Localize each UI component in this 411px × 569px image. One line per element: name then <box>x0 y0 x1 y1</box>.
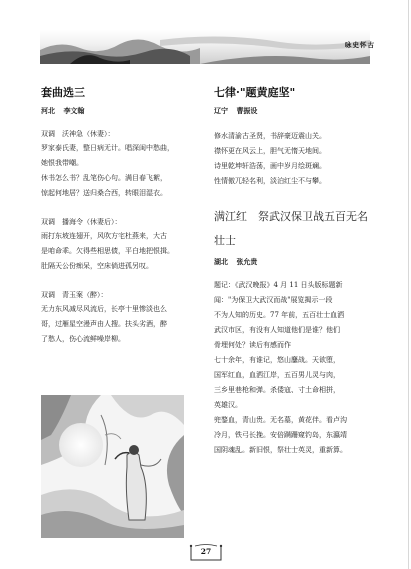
author-region: 湖北 <box>214 257 228 266</box>
verse-line: 休书怎么书？乱笔伤心句。满目春飞絮， <box>41 174 167 182</box>
author-line <box>41 106 209 115</box>
verse-line: 修水清渝古圣贤，书辞豪迈震山关。 <box>214 132 326 140</box>
verse-line: 国阴魂乱。新旧恨，祭壮士英灵，重新算。 <box>214 446 347 454</box>
left-column <box>41 86 209 347</box>
poem-title <box>214 207 374 251</box>
preface <box>214 278 374 353</box>
section-label: 双调 青玉案（醉）： <box>41 291 108 299</box>
author-line <box>214 257 374 266</box>
verse-line: 无力东风减尽风流后，长亭十里惨淡也么 <box>41 305 167 313</box>
poem-body <box>214 353 374 458</box>
section-title: 咏史怀古 <box>345 41 375 49</box>
verse-line: 是咱命乖。欠得些相思债，平白地把恨揖。 <box>41 247 174 255</box>
verse-line: 七十余年，有谁记，悠山鏖战。天欲堕， <box>214 356 340 364</box>
author-region: 辽宁 <box>214 106 228 115</box>
poem-title-line: 壮士 <box>214 234 236 247</box>
author-region: 河北 <box>41 106 55 115</box>
section-label: 双调 播海令（休妻后）： <box>41 218 122 226</box>
author-name: 李文翰 <box>63 106 85 115</box>
preface-line: 不为人知的历史。77 年前，五百壮士血洒 <box>214 311 345 319</box>
verse-line: 襟怀更在风云上，胆气无惰天地间。 <box>214 147 326 155</box>
verse-line: 雨打东坡连翅开，风吹方宅杜燕来，大古 <box>41 232 167 240</box>
verse-line: 她恨我带嘲。 <box>41 159 83 167</box>
page-number-ornament <box>187 544 225 562</box>
verse-line: 冷月，铁弓长挽。安倍蹒跚窥钓岛，东瀛靖 <box>214 431 347 439</box>
section-label: 双调 沃神急（休妻）： <box>41 130 115 138</box>
author-name: 曹振设 <box>236 106 258 115</box>
author-line <box>214 106 374 115</box>
poem-title: 七律·"题黄庭坚" <box>214 86 296 99</box>
verse-line: 肚隔天公份痴呆，空床倘进孤另叹。 <box>41 262 153 270</box>
verse-line: 性情傲兀轻名利，淡泊红尘不与攀。 <box>214 177 326 185</box>
preface-line: 武汉市区，有没有人知道他们是谁？他们 <box>214 326 340 334</box>
verse-line: 了愁人，伤心流鲜噪岸柳。 <box>41 335 125 343</box>
preface-line: 骨埋何处？读后有感而作 <box>214 341 291 349</box>
verse-line: 哥，过雁星空漫声由人搜。扶头劣酒，醉 <box>41 320 167 328</box>
ink-painting-illustration <box>41 395 184 538</box>
right-column <box>214 86 374 458</box>
verse-line: 三乡里巷枪和弹。杀倭寇、寸土命相拼， <box>214 386 340 394</box>
verse-line: 诗里乾坤轩浩荡，画中岁月绘斑斓。 <box>214 162 326 170</box>
author-name: 张允贵 <box>236 257 258 266</box>
preface-line: 题记：《武汉晚报》4 月 11 日头版标题新 <box>214 281 343 289</box>
page-number: 27 <box>200 547 212 556</box>
verse-line: 兜鍪血，青山贵。无名墓，黄花伴。看卢沟 <box>214 416 347 424</box>
verse-line: 国军红血，血洒江岸，五百男儿灵与肉， <box>214 371 340 379</box>
poem-title-line: 满江红 祭武汉保卫战五百无名 <box>214 210 368 223</box>
verse-line: 罗家泰氏妻，整日病无计。唱深闺中愁曲， <box>41 144 174 152</box>
poem-title: 套曲选三 <box>41 86 85 99</box>
page-edge <box>408 0 409 569</box>
verse-line: 英雄汉。 <box>214 401 242 409</box>
header-banner <box>40 30 370 64</box>
preface-line: 闻："为保卫大武汉而战"展览揭示一段 <box>214 296 333 304</box>
ink-landscape-banner <box>40 30 370 64</box>
verse-line: 惊起何地居？送归桑合西，转眼泪湿衣。 <box>41 189 167 197</box>
